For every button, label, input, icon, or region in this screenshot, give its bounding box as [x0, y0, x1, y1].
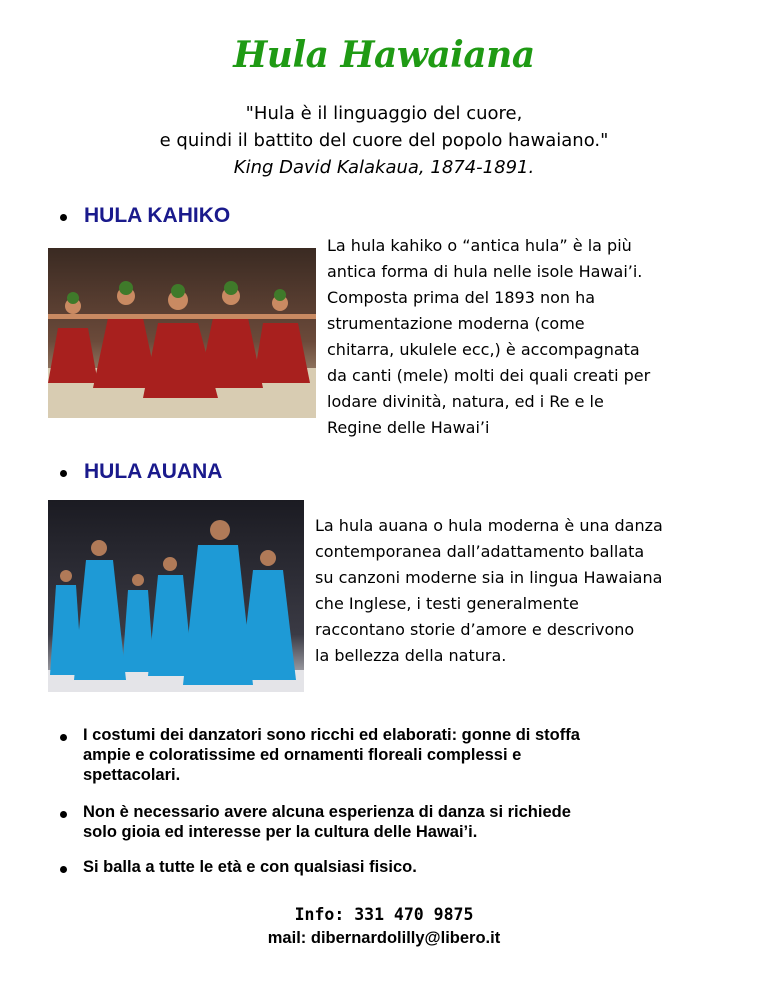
page-title: Hula Hawaiana — [233, 34, 535, 76]
bullet-dot — [60, 811, 67, 818]
bullet-dot — [60, 214, 67, 221]
text-line: su canzoni moderne sia in lingua Hawaiana — [315, 568, 663, 587]
text-line: che Inglese, i testi generalmente — [315, 594, 579, 613]
text-line: Regine delle Hawai’i — [327, 418, 490, 437]
bullet-costumes — [83, 725, 580, 785]
bullet-ages — [83, 857, 417, 877]
dancers-red-illustration — [48, 248, 316, 418]
text-line: La hula auana o hula moderna è una danza — [315, 516, 663, 535]
paragraph-hula-auana — [315, 513, 663, 669]
photo-hula-auana — [48, 500, 304, 692]
heading-hula-kahiko: HULA KAHIKO — [84, 204, 231, 227]
text-line: Non è necessario avere alcuna esperienza di danza si richiede — [83, 803, 571, 821]
text-line: contemporanea dall’adattamento ballata — [315, 542, 645, 561]
text-line: chitarra, ukulele ecc,) è accompagnata — [327, 340, 640, 359]
text-line: Si balla a tutte le età e con qualsiasi fisico. — [83, 858, 417, 876]
bullet-dot — [60, 470, 67, 477]
text-line: La hula kahiko o “antica hula” è la più — [327, 236, 632, 255]
text-line: raccontano storie d’amore e descrivono — [315, 620, 635, 639]
text-line: strumentazione moderna (come — [327, 314, 585, 333]
bullet-experience — [83, 802, 571, 842]
text-line: da canti (mele) molti dei quali creati per — [327, 366, 651, 385]
quote-line-2: e quindi il battito del cuore del popolo hawaiano." — [159, 130, 609, 151]
dancers-blue-illustration — [48, 500, 304, 692]
text-line: lodare divinità, natura, ed i Re e le — [327, 392, 604, 411]
quote-block — [0, 100, 768, 181]
text-line: spettacolari. — [83, 766, 181, 784]
text-line: ampie e coloratissime ed ornamenti floreali complessi e — [83, 746, 522, 764]
text-line: solo gioia ed interesse per la cultura delle Hawai’i. — [83, 823, 478, 841]
text-line: Composta prima del 1893 non ha — [327, 288, 596, 307]
quote-author: King David Kalakaua, 1874-1891. — [233, 157, 535, 178]
info-mail: mail: dibernardolilly@libero.it — [267, 929, 501, 947]
bullet-dot — [60, 734, 67, 741]
text-line: antica forma di hula nelle isole Hawai’i. — [327, 262, 643, 281]
bullet-dot — [60, 866, 67, 873]
paragraph-hula-kahiko — [327, 233, 650, 441]
quote-line-1: "Hula è il linguaggio del cuore, — [245, 103, 523, 124]
photo-hula-kahiko — [48, 248, 316, 418]
info-phone: Info: 331 470 9875 — [294, 905, 474, 924]
text-line: la bellezza della natura. — [315, 646, 507, 665]
heading-hula-auana: HULA AUANA — [84, 460, 223, 483]
text-line: I costumi dei danzatori sono ricchi ed elaborati: gonne di stoffa — [83, 726, 580, 744]
